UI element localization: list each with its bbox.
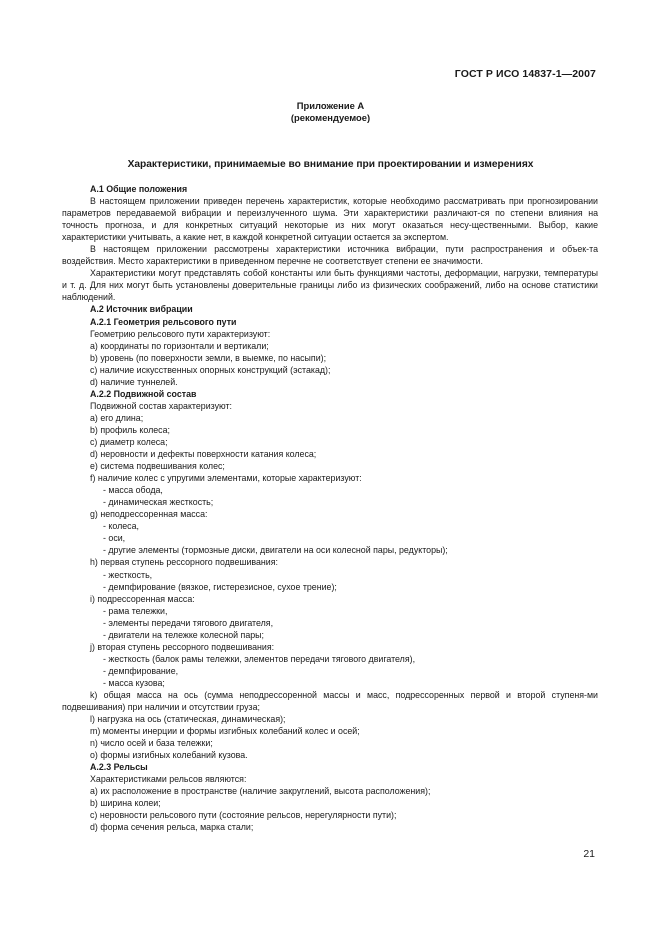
standard-number: ГОСТ Р ИСО 14837-1—2007 — [454, 68, 596, 80]
sub-item: - масса кузова; — [103, 677, 165, 688]
paragraph: В настоящем приложении приведен перечень характеристик, которые необходимо рассматривать при прогнозировании параметров передаваемой вибрации и переизлученного шума. Эти характеристики различают-ся по степени влияния на точность прогноза, и для конкретных ситуаций некоторые из них могут оказаться несу-щественными. Выбор, какие характеристики учитывать, а какие нет, в каждой конкретной ситуации остается за экспертом. — [62, 196, 598, 243]
sub-item: - демпфирование, — [103, 665, 179, 676]
sub-item: - демпфирование (вязкое, гистерезисное, сухое трение); — [103, 581, 337, 592]
list-item: n) число осей и база тележки; — [90, 738, 213, 749]
sub-item: - колеса, — [103, 521, 139, 532]
list-item: b) профиль колеса; — [90, 424, 170, 435]
list-item: m) моменты инерции и формы изгибных колебаний колес и осей; — [90, 726, 360, 737]
subsection-heading: А.2.1 Геометрия рельсового пути — [90, 316, 237, 327]
section-heading: А.1 Общие положения — [90, 184, 188, 194]
list-item: d) неровности и дефекты поверхности катания колеса; — [90, 449, 317, 460]
sub-item: - оси, — [103, 533, 126, 544]
list-item: b) уровень (по поверхности земли, в выемке, по насыпи); — [90, 352, 327, 363]
list-item: b) ширина колеи; — [90, 798, 161, 809]
list-item: d) форма сечения рельса, марка стали; — [90, 822, 254, 833]
list-item: d) наличие туннелей. — [90, 376, 178, 387]
list-intro: Подвижной состав характеризуют: — [90, 400, 232, 411]
page-number: 21 — [583, 848, 595, 860]
annex-status: (рекомендуемое) — [290, 112, 371, 123]
list-item: e) система подвешивания колес; — [90, 461, 225, 472]
list-item: a) их расположение в пространстве (наличие закруглений, высота расположения); — [90, 786, 431, 797]
sub-item: - масса обода, — [103, 485, 163, 496]
sub-item: - динамическая жесткость; — [103, 497, 214, 508]
list-item: i) подрессоренная масса: — [90, 593, 195, 604]
list-item: h) первая ступень рессорного подвешивания: — [90, 557, 278, 568]
sub-item: - рама тележки, — [103, 605, 168, 616]
list-item: f) наличие колес с упругими элементами, которые характеризуют: — [90, 473, 362, 484]
list-item: a) его длина; — [90, 412, 144, 423]
sub-item: - другие элементы (тормозные диски, двигатели на оси колесной пары, редукторы); — [103, 545, 448, 556]
subsection-heading: А.2.2 Подвижной состав — [90, 388, 197, 399]
subsection-heading: А.2.3 Рельсы — [90, 762, 148, 773]
list-item: o) формы изгибных колебаний кузова. — [90, 750, 248, 761]
main-title: Характеристики, принимаемые во внимание при проектировании и измерениях — [127, 159, 534, 170]
list-item: j) вторая ступень рессорного подвешивания: — [90, 641, 275, 652]
annex-title: Приложение А — [296, 100, 365, 111]
paragraph: Характеристики могут представлять собой константы или быть функциями частоты, деформации, нагрузки, температуры и т. д. Для них могут быть установлены доверительные границы либо из физических соображений, либо на основе статистики наблюдений. — [62, 268, 598, 303]
document-body — [62, 183, 598, 834]
list-item: k) общая масса на ось (сумма неподрессоренной массы и масс, подрессоренных первой и второй ступеня-ми подвешивания) при наличии и отсутствии груза; — [62, 689, 598, 713]
list-item: l) нагрузка на ось (статическая, динамическая); — [90, 714, 286, 725]
section-heading: А.2 Источник вибрации — [90, 304, 193, 315]
list-item: c) наличие искусственных опорных конструкций (эстакад); — [90, 364, 331, 375]
list-item: g) неподрессоренная масса: — [90, 509, 208, 520]
sub-item: - элементы передачи тягового двигателя, — [103, 617, 274, 628]
list-item: c) неровности рельсового пути (состояние рельсов, нерегулярности пути); — [90, 810, 397, 821]
paragraph: В настоящем приложении рассмотрены характеристики источника вибрации, пути распространения и объек-та воздействия. Место характеристики в приведенном перечне не соответствует степени ее значимости. — [62, 244, 598, 267]
sub-item: - двигатели на тележке колесной пары; — [103, 629, 264, 640]
list-item: a) координаты по горизонтали и вертикали; — [90, 340, 269, 351]
list-intro: Характеристиками рельсов являются: — [90, 774, 247, 785]
list-intro: Геометрию рельсового пути характеризуют: — [90, 328, 271, 339]
sub-item: - жесткость (балок рамы тележки, элементов передачи тягового двигателя), — [103, 653, 416, 664]
sub-item: - жесткость, — [103, 569, 153, 580]
list-item: c) диаметр колеса; — [90, 436, 168, 447]
